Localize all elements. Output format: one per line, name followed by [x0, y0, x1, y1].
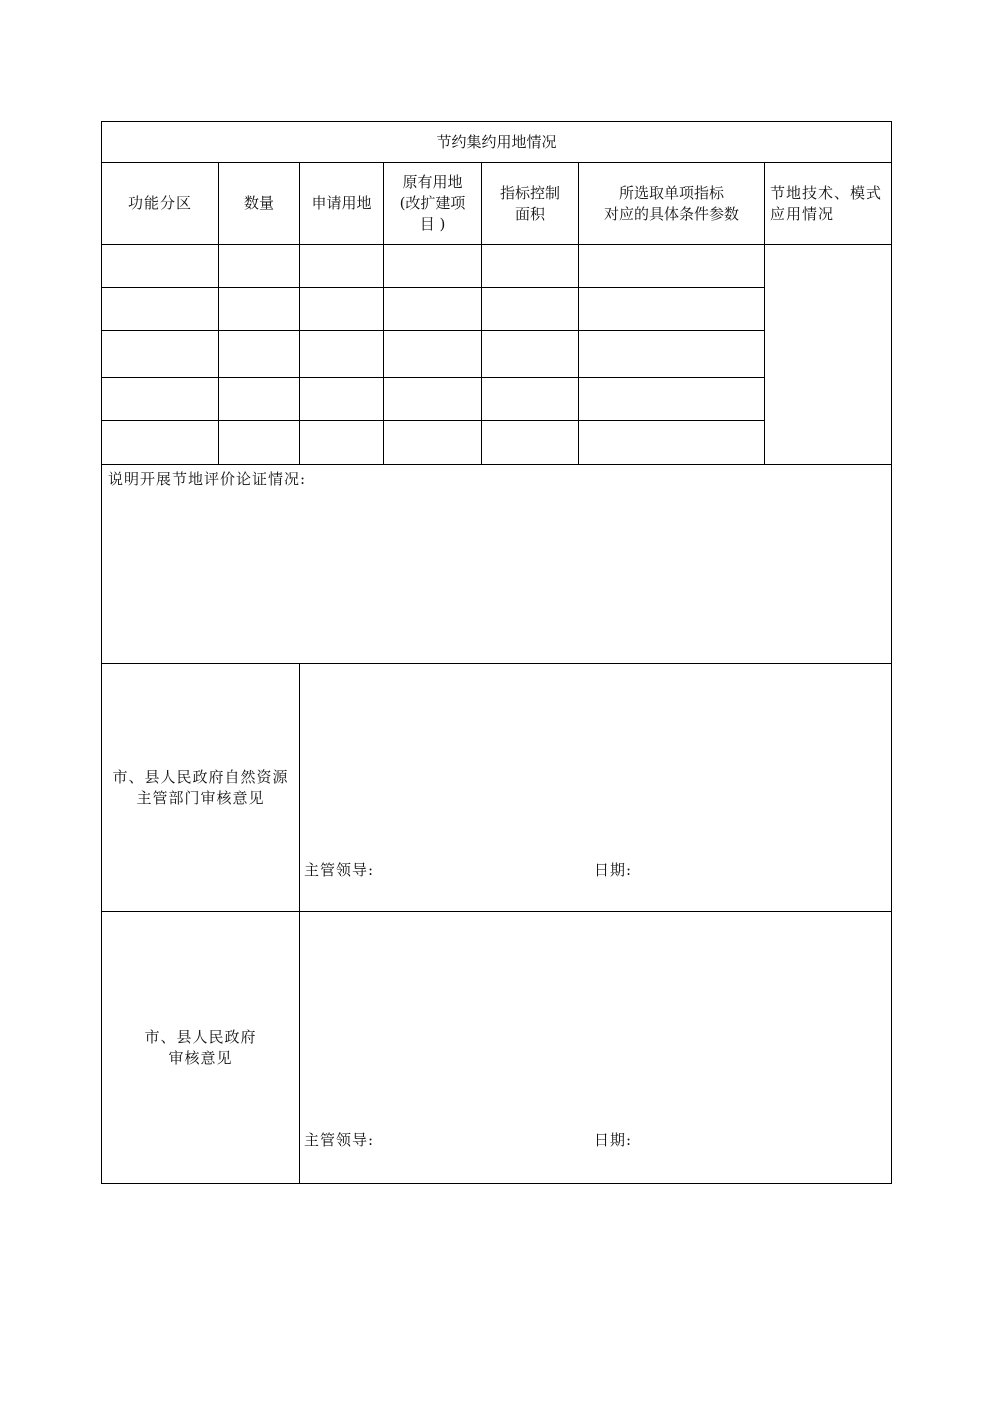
header-control-area	[482, 163, 579, 245]
review1-date-label: 日期:	[594, 861, 633, 879]
review2-label-line2: 审核意见	[168, 1048, 233, 1067]
header-applied-land: 申请用地	[300, 163, 384, 245]
original-land-cell[interactable]	[384, 245, 482, 288]
header-control-area-line1: 指标控制	[499, 183, 560, 202]
header-params-line1: 所选取单项指标	[618, 183, 724, 202]
review2-date-label: 日期:	[594, 1131, 633, 1149]
zone-cell[interactable]	[102, 378, 219, 421]
review1-label-line1: 市、县人民政府自然资源	[112, 767, 289, 786]
header-tech-line2: 应用情况	[770, 204, 835, 223]
header-params-line2: 对应的具体条件参数	[603, 204, 739, 223]
control-area-cell[interactable]	[482, 288, 579, 331]
applied-land-cell[interactable]	[300, 421, 384, 465]
zone-cell[interactable]	[102, 245, 219, 288]
applied-land-cell[interactable]	[300, 288, 384, 331]
table-row	[102, 245, 892, 288]
zone-cell[interactable]	[102, 421, 219, 465]
quantity-cell[interactable]	[219, 245, 300, 288]
review1-label-line2: 主管部门审核意见	[136, 788, 265, 807]
review2-opinion-cell[interactable]	[300, 912, 892, 1184]
header-row	[102, 163, 892, 245]
control-area-cell[interactable]	[482, 421, 579, 465]
header-original-land	[384, 163, 482, 245]
review2-label-cell	[102, 912, 300, 1184]
control-area-cell[interactable]	[482, 378, 579, 421]
header-control-area-line2: 面积	[514, 204, 545, 223]
header-tech-line1: 节地技术、模式	[770, 183, 883, 202]
applied-land-cell[interactable]	[300, 331, 384, 378]
params-cell[interactable]	[579, 378, 765, 421]
header-params	[579, 163, 765, 245]
land-use-form-table	[101, 121, 892, 1184]
section-title: 节约集约用地情况	[102, 122, 892, 163]
header-original-land-line2: (改扩建项	[399, 194, 466, 212]
review2-leader-label: 主管领导:	[304, 1131, 375, 1149]
header-tech	[765, 163, 892, 245]
quantity-cell[interactable]	[219, 288, 300, 331]
original-land-cell[interactable]	[384, 331, 482, 378]
control-area-cell[interactable]	[482, 245, 579, 288]
review2-label-line1: 市、县人民政府	[144, 1027, 257, 1046]
original-land-cell[interactable]	[384, 288, 482, 331]
review-row-government	[102, 912, 892, 1184]
params-cell[interactable]	[579, 245, 765, 288]
review1-signature-line	[304, 860, 891, 881]
review1-opinion-cell[interactable]	[300, 664, 892, 912]
params-cell[interactable]	[579, 421, 765, 465]
review2-signature-line	[304, 1130, 891, 1151]
applied-land-cell[interactable]	[300, 378, 384, 421]
original-land-cell[interactable]	[384, 421, 482, 465]
zone-cell[interactable]	[102, 331, 219, 378]
control-area-cell[interactable]	[482, 331, 579, 378]
params-cell[interactable]	[579, 331, 765, 378]
quantity-cell[interactable]	[219, 378, 300, 421]
params-cell[interactable]	[579, 288, 765, 331]
quantity-cell[interactable]	[219, 421, 300, 465]
evaluation-row	[102, 465, 892, 664]
header-original-land-line3: 目 )	[419, 215, 446, 233]
zone-cell[interactable]	[102, 288, 219, 331]
quantity-cell[interactable]	[219, 331, 300, 378]
header-zone: 功能分区	[102, 163, 219, 245]
review1-leader-label: 主管领导:	[304, 861, 375, 879]
review-row-natural-resources	[102, 664, 892, 912]
review1-label-cell	[102, 664, 300, 912]
header-original-land-line1: 原有用地	[402, 173, 463, 191]
evaluation-label: 说明开展节地评价论证情况:	[108, 470, 307, 488]
applied-land-cell[interactable]	[300, 245, 384, 288]
original-land-cell[interactable]	[384, 378, 482, 421]
evaluation-cell[interactable]	[102, 465, 892, 664]
header-quantity: 数量	[219, 163, 300, 245]
title-row	[102, 122, 892, 163]
tech-application-cell[interactable]	[765, 245, 892, 465]
